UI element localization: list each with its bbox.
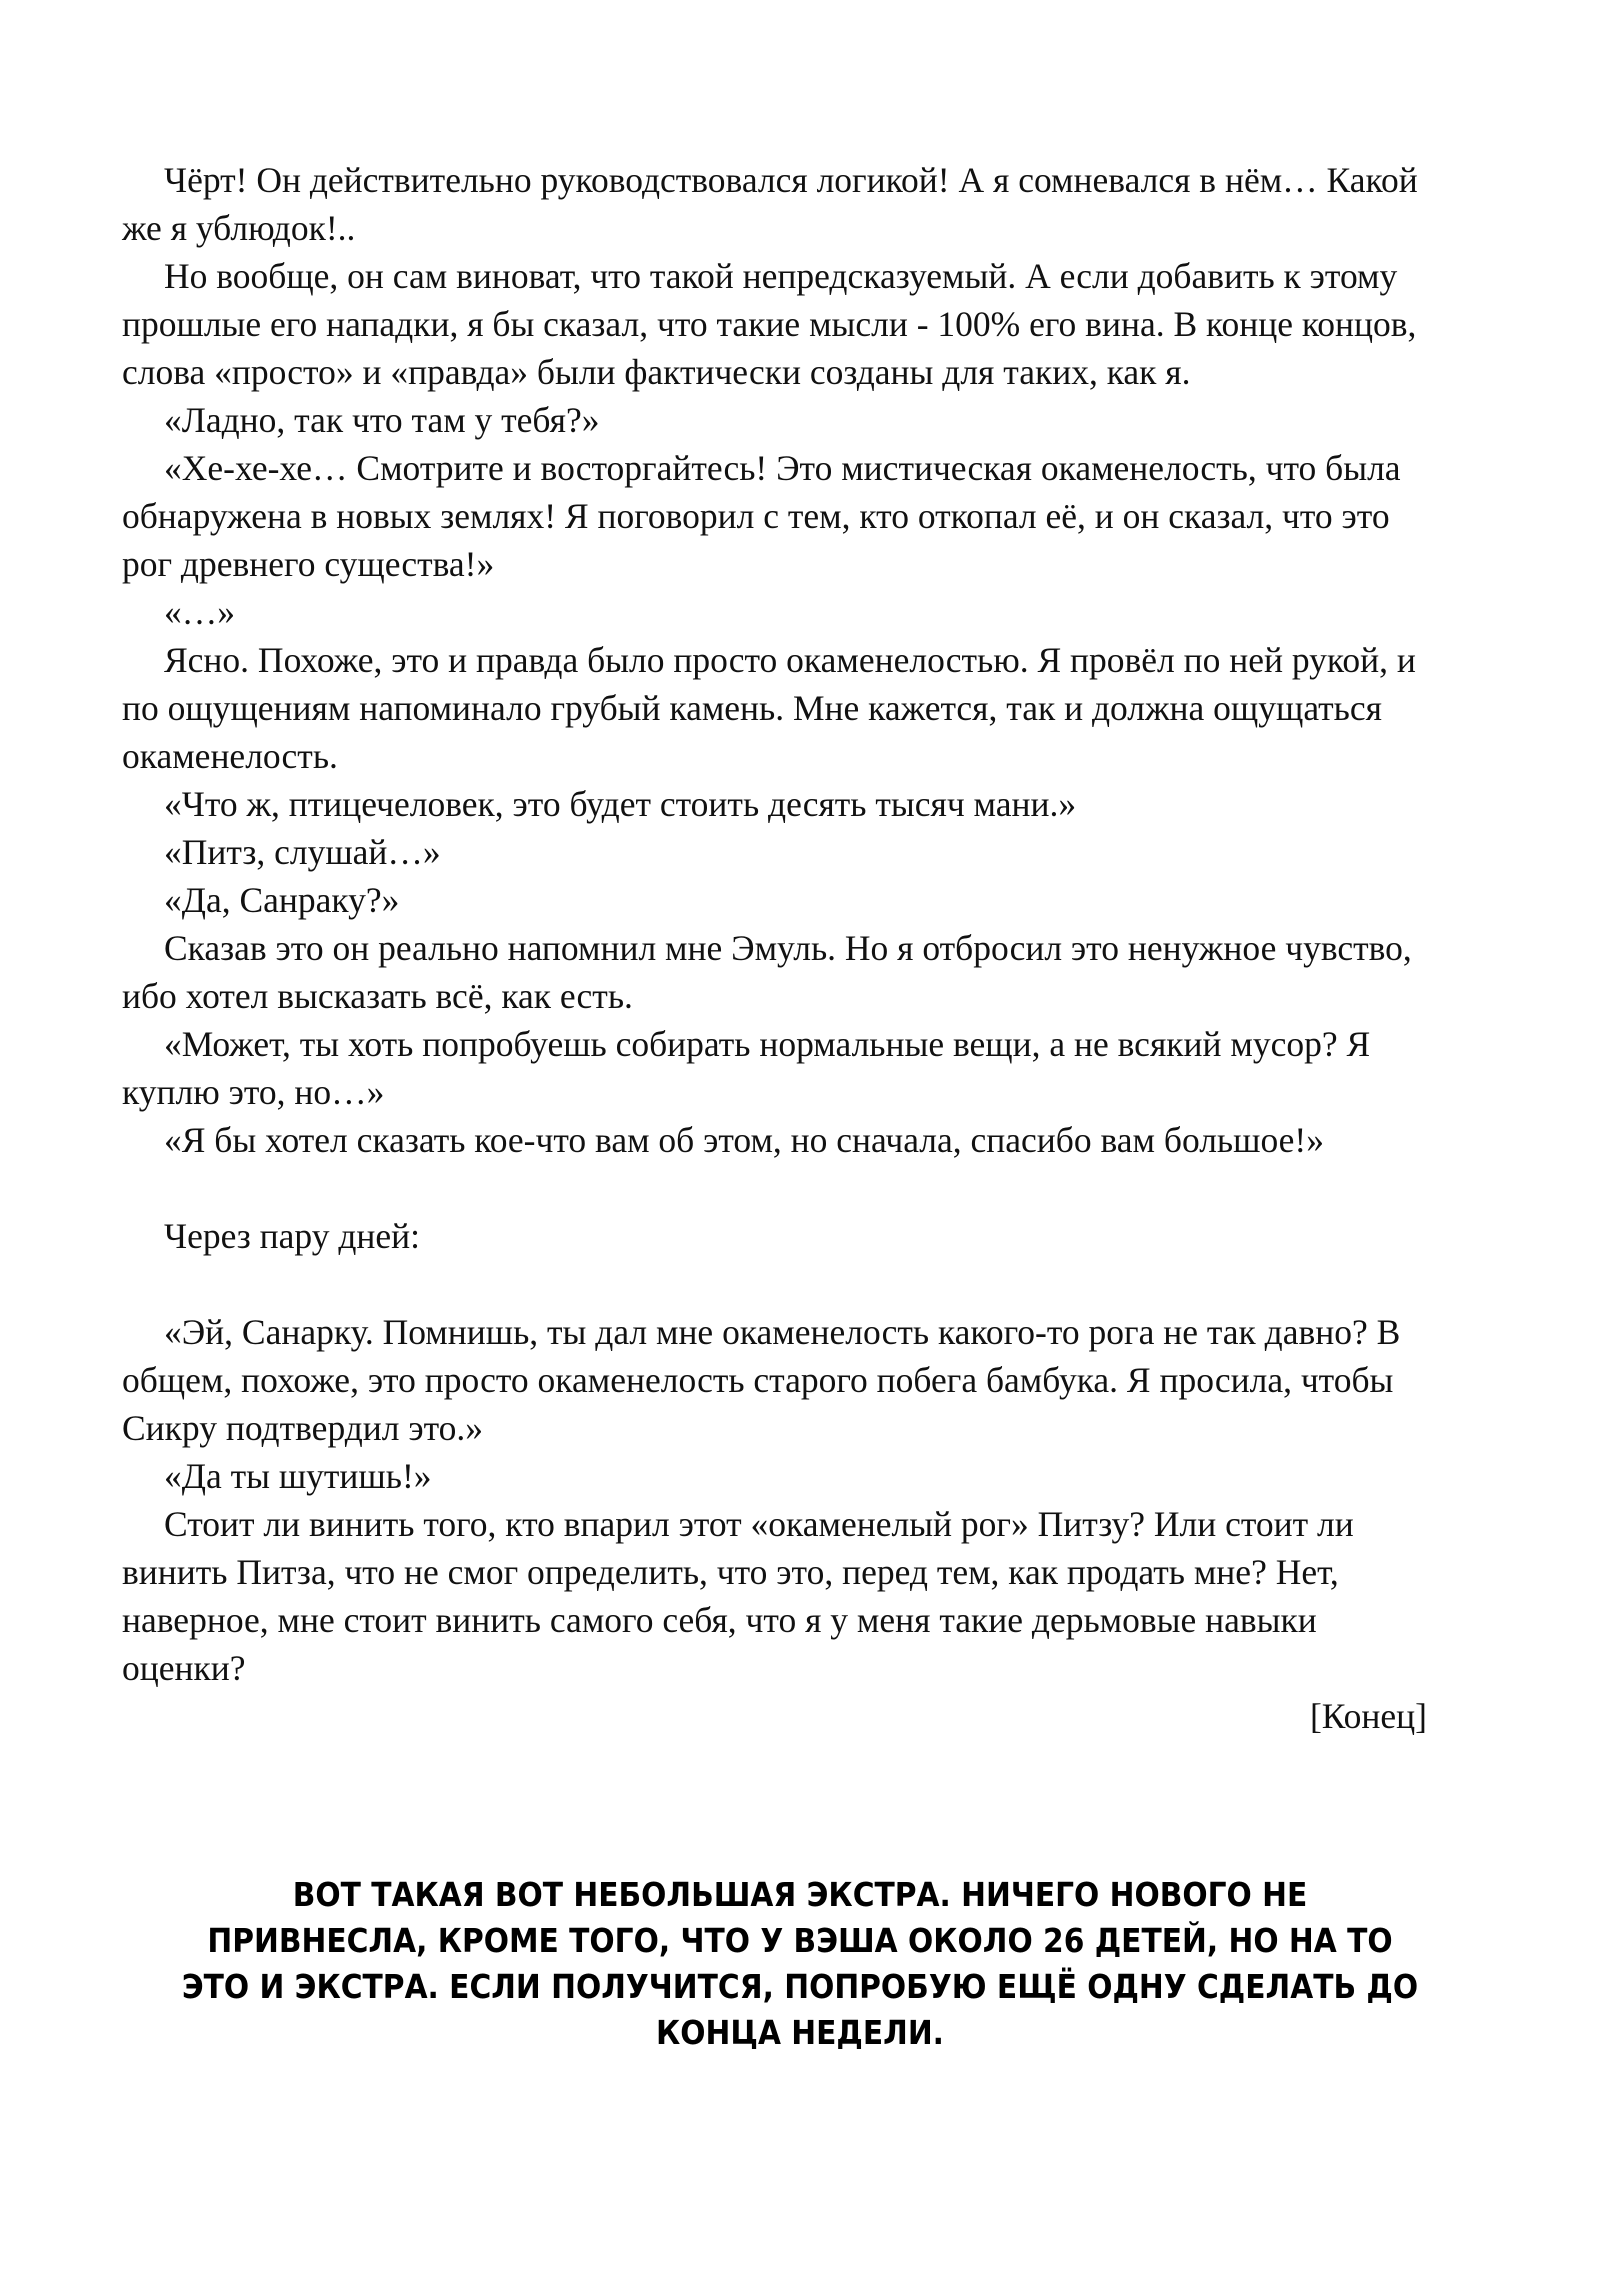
scene-break-caption: Через пару дней: xyxy=(164,1216,421,1256)
paragraph: «Я бы хотел сказать кое-что вам об этом, но сначала, спасибо вам большое!» xyxy=(164,1120,1324,1160)
blank-line xyxy=(122,1260,1427,1308)
paragraph: Ясно. Похоже, это и правда было просто окаменелостью. Я провёл по ней рукой, и по ощущениям напоминало грубый камень. Мне кажется, так и должна ощущаться окаменелость. xyxy=(122,640,1416,776)
paragraph: «Хе-хе-хе… Смотрите и восторгайтесь! Это мистическая окаменелость, что была обнаружена в новых землях! Я поговорил с тем, кто откопал её, и он сказал, что это рог древнего существа!» xyxy=(122,448,1401,584)
paragraph: «Что ж, птицечеловек, это будет стоить десять тысяч мани.» xyxy=(164,784,1077,824)
paragraph: «Да, Санраку?» xyxy=(164,880,400,920)
paragraph: «…» xyxy=(164,592,235,632)
paragraph: Стоит ли винить того, кто впарил этот «окаменелый рог» Питзу? Или стоит ли винить Питза, что не смог определить, что это, перед тем, как продать мне? Нет, наверное, мне стоит винить самого себя, что я у меня такие дерьмовые навыки оценки? xyxy=(122,1504,1354,1688)
paragraph: «Питз, слушай…» xyxy=(164,832,441,872)
paragraph: Чёрт! Он действительно руководствовался логикой! А я сомневался в нём… Какой же я ублюдок!.. xyxy=(122,160,1418,248)
paragraph: «Может, ты хоть попробуешь собирать нормальные вещи, а не всякий мусор? Я куплю это, но…» xyxy=(122,1024,1371,1112)
blank-line xyxy=(122,1164,1427,1212)
translator-note: ВОТ ТАКАЯ ВОТ НЕБОЛЬШАЯ ЭКСТРА. НИЧЕГО НОВОГО НЕ ПРИВНЕСЛА, КРОМЕ ТОГО, ЧТО У ВЭША ОКОЛО 26 ДЕТЕЙ, НО НА ТО ЭТО И ЭКСТРА. ЕСЛИ ПОЛУЧИТСЯ, ПОПРОБУЮ ЕЩЁ ОДНУ СДЕЛАТЬ ДО КОНЦА НЕДЕЛИ. xyxy=(181,1875,1419,2052)
paragraph: Но вообще, он сам виноват, что такой непредсказуемый. А если добавить к этому прошлые его нападки, я бы сказал, что такие мысли - 100% его вина. В конце концов, слова «просто» и «правда» были фактически созданы для таких, как я. xyxy=(122,256,1417,392)
story-text xyxy=(122,156,1427,1740)
paragraph: Сказав это он реально напомнил мне Эмуль. Но я отбросил это ненужное чувство, ибо хотел высказать всё, как есть. xyxy=(122,928,1412,1016)
end-mark: [Конец] xyxy=(1309,1696,1427,1736)
paragraph: «Да ты шутишь!» xyxy=(164,1456,432,1496)
paragraph: «Ладно, так что там у тебя?» xyxy=(164,400,600,440)
paragraph: «Эй, Санарку. Помнишь, ты дал мне окаменелость какого-то рога не так давно? В общем, похоже, это просто окаменелость старого побега бамбука. Я просила, чтобы Сикру подтвердил это.» xyxy=(122,1312,1401,1448)
